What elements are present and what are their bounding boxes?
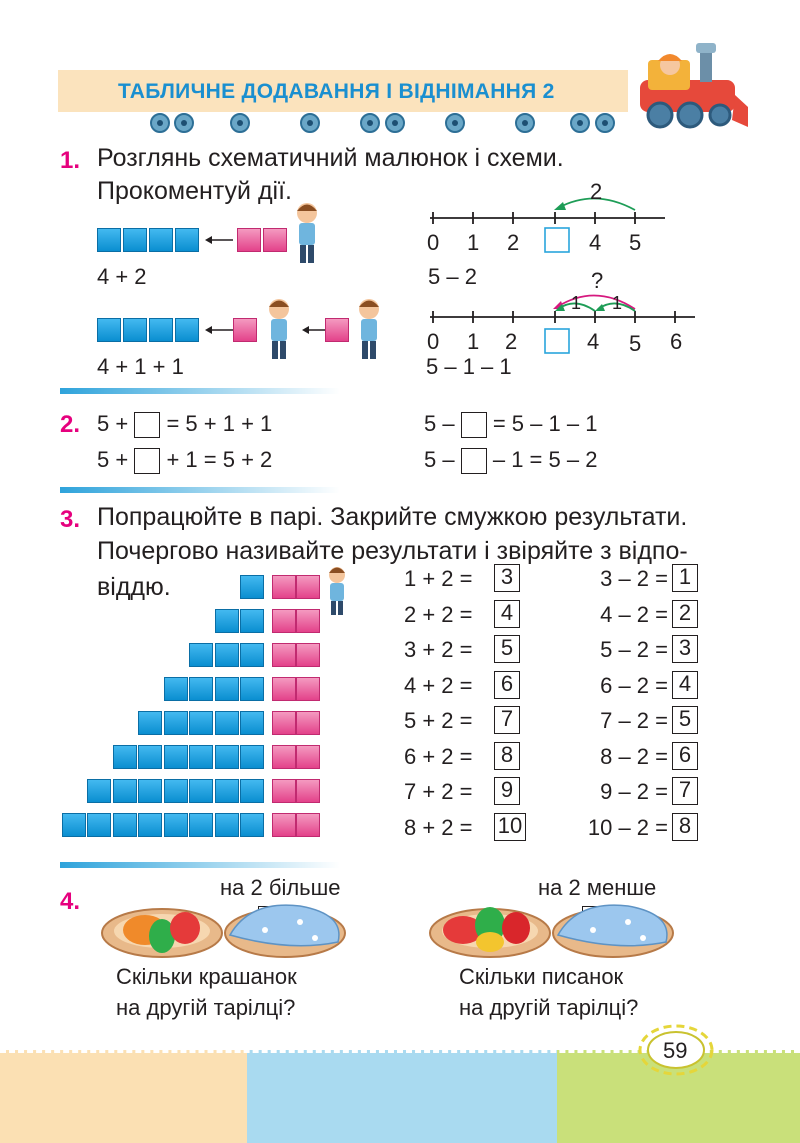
subtraction-expression: 10 – 2 =: [587, 814, 668, 840]
nl1-tick-0: 0: [427, 230, 440, 255]
blue-cube: [189, 677, 213, 701]
nl2-tick-6: 6: [670, 329, 683, 354]
blue-cube: [240, 745, 264, 769]
pink-cube: [272, 779, 296, 803]
blue-cube: [240, 711, 264, 735]
nl2-tick-2: 2: [505, 329, 518, 354]
blue-cube: [215, 711, 239, 735]
boy-figure: [352, 296, 386, 362]
subtraction-expression: 5 – 2 =: [600, 637, 668, 662]
blue-cube: [87, 779, 111, 803]
boy-figure: [322, 564, 352, 616]
blue-cube: [189, 711, 213, 735]
eq-2-left-1: 5 + = 5 + 1 + 1: [97, 412, 272, 438]
subtraction-expression: 8 – 2 =: [600, 743, 668, 769]
exercise-3-table: [400, 564, 730, 868]
subtraction-answer-box[interactable]: 5: [672, 706, 698, 734]
blue-cube: [189, 779, 213, 803]
addition-answer-box[interactable]: 7: [494, 706, 520, 734]
addition-expression: 8 + 2 =: [404, 814, 473, 840]
nl1-tick-1: 1: [467, 230, 480, 255]
blue-cube: [164, 813, 188, 837]
cube-scheme-b: [97, 318, 377, 350]
subtraction-expression: 7 – 2 =: [600, 708, 668, 733]
blue-cube: [138, 813, 162, 837]
answer-box[interactable]: [545, 329, 569, 353]
pink-cube: [296, 575, 320, 599]
blue-cube: [164, 677, 188, 701]
nl2-tick-1: 1: [467, 329, 480, 354]
exercise-1-number: 1.: [60, 147, 81, 174]
subtraction-answer-box[interactable]: 7: [672, 777, 698, 805]
train-illustration: [630, 35, 755, 135]
subtraction-answer-box[interactable]: 1: [672, 564, 698, 592]
subtraction-answer-box[interactable]: 8: [672, 813, 698, 841]
exercise-3-instruction-line1: Попрацюйте в парі. Закрийте смужкою результати.: [97, 503, 688, 531]
left-caption: на 2 більше: [220, 875, 341, 900]
eq-2-right-1: 5 – = 5 – 1 – 1: [424, 412, 597, 438]
addition-expression: 3 + 2 =: [404, 637, 473, 662]
arrow-left-icon: [205, 325, 235, 335]
blue-cube: [215, 609, 239, 633]
addition-answer-box[interactable]: 6: [494, 671, 520, 699]
page-number: 59: [663, 1038, 688, 1063]
exercise-2-number: 2.: [60, 411, 81, 438]
section-divider: [60, 487, 340, 493]
blue-cube: [113, 779, 137, 803]
blue-cube: [62, 813, 86, 837]
arrow-left-icon: [205, 235, 235, 245]
subtraction-expression: 4 – 2 =: [600, 601, 668, 627]
left-question-line2: на другій тарілці?: [116, 995, 296, 1020]
eq-2-right-2: 5 – – 1 = 5 – 2: [424, 448, 597, 474]
plates-with-pysanky: [428, 900, 678, 960]
blue-cube: [240, 779, 264, 803]
exercise-3-instruction-line2: Почергово називайте результати і звіряйте з відпо-: [97, 537, 688, 565]
pink-cube: [296, 745, 320, 769]
exercise-4-number: 4.: [60, 888, 81, 915]
eq-2-left-2: 5 + + 1 = 5 + 2: [97, 448, 272, 474]
boy-figure: [262, 296, 296, 362]
addition-expression: 6 + 2 =: [404, 743, 473, 769]
addition-answer-box[interactable]: 4: [494, 600, 520, 628]
blue-cube: [189, 813, 213, 837]
answer-box[interactable]: [134, 448, 160, 474]
answer-box[interactable]: [134, 412, 160, 438]
pink-cube: [296, 813, 320, 837]
right-caption: на 2 менше: [538, 875, 657, 900]
nl2-tick-5: 5: [629, 331, 642, 356]
blue-cube: [215, 643, 239, 667]
cube-scheme-a: [97, 228, 307, 260]
section-divider: [60, 388, 340, 394]
blue-cube: [240, 575, 264, 599]
nl2-jump-2: 1: [612, 293, 623, 313]
blue-cube: [164, 745, 188, 769]
expression-4-plus-1-plus-1: 4 + 1 + 1: [97, 354, 184, 379]
answer-box[interactable]: [461, 448, 487, 474]
blue-cube: [240, 677, 264, 701]
left-question-line1: Скільки крашанок: [116, 964, 297, 989]
exercise-1-instruction-line1: Розглянь схематичний малюнок і схеми.: [97, 144, 564, 172]
exercise-1-instruction-line2: Прокоментуй дії.: [97, 177, 292, 205]
nl1-tick-5: 5: [629, 230, 642, 255]
addition-expression: 5 + 2 =: [404, 708, 473, 733]
expression-4-plus-2: 4 + 2: [97, 264, 147, 289]
pink-cube: [272, 643, 296, 667]
nl2-expression: 5 – 1 – 1: [426, 354, 512, 379]
blue-cube: [189, 745, 213, 769]
pink-cube: [296, 643, 320, 667]
nl2-question: ?: [591, 268, 604, 293]
subtraction-answer-box[interactable]: 2: [672, 600, 698, 628]
pink-cube: [296, 779, 320, 803]
answer-box[interactable]: [545, 228, 569, 252]
cube-staircase: [60, 575, 360, 845]
subtraction-expression: 3 – 2 =: [600, 566, 668, 591]
blue-cube: [189, 643, 213, 667]
blue-cube: [215, 677, 239, 701]
blue-cube: [138, 779, 162, 803]
subtraction-answer-box[interactable]: 3: [672, 635, 698, 663]
boy-figure: [290, 200, 324, 266]
plates-with-krashanky: [100, 900, 350, 960]
blue-cube: [215, 813, 239, 837]
pink-cube: [296, 711, 320, 735]
nl2-tick-0: 0: [427, 329, 440, 354]
pink-cube: [272, 711, 296, 735]
pink-cube: [272, 575, 296, 599]
addition-expression: 7 + 2 =: [404, 779, 473, 804]
blue-cube: [113, 813, 137, 837]
right-question-line1: Скільки писанок: [459, 964, 624, 989]
nl1-tick-4: 4: [589, 230, 602, 255]
addition-answer-box[interactable]: 9: [494, 777, 520, 805]
blue-cube: [113, 745, 137, 769]
addition-answer-box[interactable]: 10: [494, 813, 526, 841]
page-title: ТАБЛИЧНЕ ДОДАВАННЯ І ВІДНІМАННЯ 2: [118, 80, 555, 103]
subtraction-answer-box[interactable]: 4: [672, 671, 698, 699]
blue-cube: [138, 711, 162, 735]
banner-wheels: [140, 110, 630, 136]
pink-cube: [272, 813, 296, 837]
subtraction-expression: 6 – 2 =: [600, 672, 668, 698]
nl1-tick-2: 2: [507, 230, 520, 255]
addition-expression: 4 + 2 =: [404, 672, 473, 698]
blue-cube: [164, 711, 188, 735]
section-divider: [60, 862, 340, 868]
pink-cube: [272, 609, 296, 633]
blue-cube: [215, 779, 239, 803]
blue-cube: [240, 609, 264, 633]
nl2-tick-4: 4: [587, 329, 600, 354]
blue-cube: [240, 643, 264, 667]
pink-cube: [296, 677, 320, 701]
number-line-2: [420, 285, 710, 365]
addition-answer-box[interactable]: 3: [494, 564, 520, 592]
addition-expression: 2 + 2 =: [404, 601, 473, 627]
pink-cube: [272, 677, 296, 701]
exercise-3-instruction-line3: віддю.: [97, 573, 171, 601]
answer-box[interactable]: [461, 412, 487, 438]
blue-cube: [215, 745, 239, 769]
blue-cube: [138, 745, 162, 769]
addition-answer-box[interactable]: 8: [494, 742, 520, 770]
nl1-jump-label: 2: [590, 179, 603, 204]
exercise-3-number: 3.: [60, 506, 81, 533]
blue-cube: [240, 813, 264, 837]
addition-answer-box[interactable]: 5: [494, 635, 520, 663]
footer-band-orange: [0, 1050, 247, 1143]
footer-band-blue: [247, 1050, 557, 1143]
addition-expression: 1 + 2 =: [404, 566, 473, 591]
nl1-expression: 5 – 2: [428, 264, 477, 289]
blue-cube: [164, 779, 188, 803]
right-question-line2: на другій тарілці?: [459, 995, 639, 1020]
pink-cube: [272, 745, 296, 769]
pink-cube: [296, 609, 320, 633]
subtraction-expression: 9 – 2 =: [600, 779, 668, 804]
subtraction-answer-box[interactable]: 6: [672, 742, 698, 770]
nl2-jump-1: 1: [571, 293, 582, 313]
blue-cube: [87, 813, 111, 837]
